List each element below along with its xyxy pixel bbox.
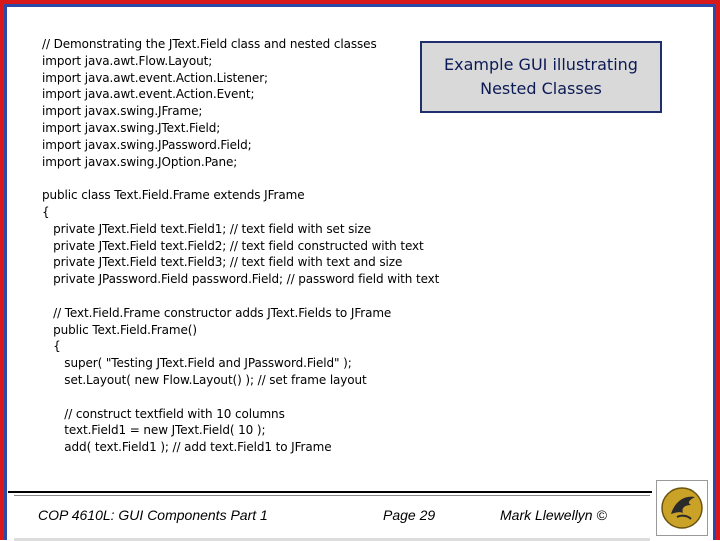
code-line: set.Layout( new Flow.Layout() ); // set frame layout xyxy=(42,372,367,387)
code-line: import javax.swing.JText.Field; xyxy=(42,120,221,135)
code-line: private JPassword.Field password.Field; // password field with text xyxy=(42,272,440,287)
code-line: import javax.swing.JPassword.Field; xyxy=(42,137,252,152)
code-line: text.Field1 = new JText.Field( 10 ); xyxy=(42,423,266,438)
code-line: import javax.swing.JFrame; xyxy=(42,104,203,119)
callout-line-2: Nested Classes xyxy=(480,79,602,98)
code-line xyxy=(42,389,602,406)
code-line: private JText.Field text.Field2; // text field constructed with text xyxy=(42,238,424,253)
code-line: // construct textfield with 10 columns xyxy=(42,406,285,421)
code-line: import java.awt.event.Action.Listener; xyxy=(42,70,268,85)
callout-box xyxy=(420,41,662,113)
code-line: import java.awt.Flow.Layout; xyxy=(42,53,213,68)
code-line xyxy=(42,288,602,305)
ucf-pegasus-logo-icon xyxy=(656,480,708,536)
code-line: public Text.Field.Frame() xyxy=(42,322,197,337)
code-line: { xyxy=(42,339,61,354)
code-line: public class Text.Field.Frame extends JFrame xyxy=(42,188,305,203)
code-line: add( text.Field1 ); // add text.Field1 to JFrame xyxy=(42,440,332,455)
footer-course: COP 4610L: GUI Components Part 1 xyxy=(38,507,268,523)
footer-divider xyxy=(8,491,652,493)
code-line: { xyxy=(42,204,50,219)
callout-line-1: Example GUI illustrating xyxy=(444,55,638,74)
code-line: private JText.Field text.Field1; // text field with set size xyxy=(42,221,372,236)
footer-author: Mark Llewellyn © xyxy=(500,507,607,523)
code-line: super( "Testing JText.Field and JPassword.Field" ); xyxy=(42,356,352,371)
code-line: import java.awt.event.Action.Event; xyxy=(42,87,255,102)
code-line: // Text.Field.Frame constructor adds JText.Fields to JFrame xyxy=(42,305,392,320)
code-line: // Demonstrating the JText.Field class and nested classes xyxy=(42,37,377,51)
code-line: private JText.Field text.Field3; // text field with text and size xyxy=(42,255,403,270)
code-line xyxy=(42,170,602,187)
callout-text xyxy=(444,53,638,101)
code-line: import javax.swing.JOption.Pane; xyxy=(42,154,238,169)
footer-page-number: Page 29 xyxy=(383,507,436,523)
